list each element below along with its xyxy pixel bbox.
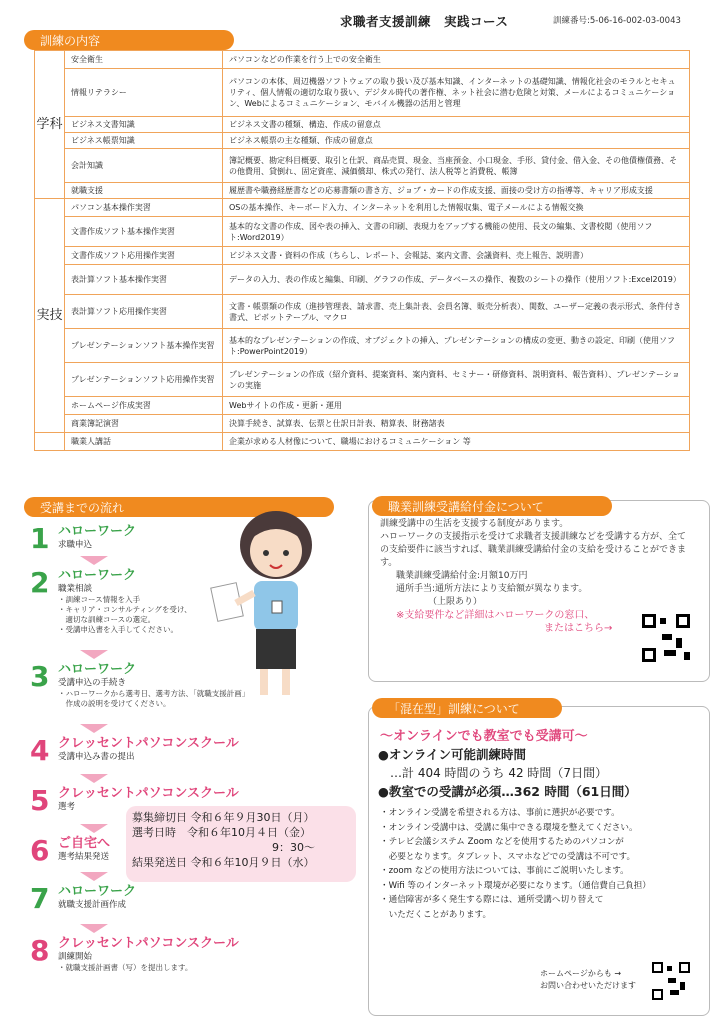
subject-desc: ビジネス文書・資料の作成（ちらし、レポート、会報誌、案内文書、会議資料、売上報告、説明書） [223, 247, 690, 265]
subject-desc: 簿記概要、勘定科目概要、取引と仕訳、商品売買、現金、当座預金、小口現金、手形、貸付金、借入金、その他債権債務、その他費用、貸倒れ、固定資産、減価償却、株式の発行、法人税等と消費税、帳簿 [223, 149, 690, 183]
step-subtitle: 訓練開始 [58, 952, 93, 962]
section-label: 訓練の内容 [40, 33, 101, 48]
step-note: ・キャリア・コンサルティングを受け、 [58, 605, 192, 614]
step-note: ・ハローワークから選考日、選考方法、「就職支援計画」 [58, 689, 250, 698]
kyufu-p4: 通所手当:通所方法により支給額が異なります。 [396, 584, 588, 594]
kyufu-p5: （上限あり） [428, 597, 483, 607]
step-title: クレッセントパソコンスクール [58, 736, 239, 751]
konzai-headline: ～オンラインでも教室でも受講可～ [380, 729, 588, 744]
table-row [35, 415, 690, 433]
subject-name: プレゼンテーションソフト基本操作実習 [65, 329, 223, 363]
table-row [35, 117, 690, 133]
konzai-bullet: ・zoom などの使用方法については、事前にご説明いたします。 [380, 866, 629, 876]
subject-desc: ビジネス帳票の主な種類、作成の留意点 [223, 133, 690, 149]
table-row [35, 295, 690, 329]
konzai-bullet: 必要となります。タブレット、スマホなどでの受講は不可です。 [380, 851, 636, 862]
step-number: 7 [30, 882, 50, 915]
section-header-konzai [372, 698, 562, 718]
subject-name: プレゼンテーションソフト応用操作実習 [65, 363, 223, 397]
table-row [35, 51, 690, 69]
subject-desc: OSの基本操作、キーボード入力、インターネットを利用した情報収集、電子メールによる情報交換 [223, 199, 690, 217]
schedule-selection: 選考日時 令和６年10月４日（金） [132, 826, 311, 839]
step-number: 6 [30, 834, 50, 867]
step-number: 3 [30, 660, 50, 693]
subject-desc: 決算手続き、試算表、伝票と仕訳日計表、精算表、財務諸表 [223, 415, 690, 433]
subject-name: 文書作成ソフト基本操作実習 [65, 217, 223, 247]
step-number: 2 [30, 566, 50, 599]
subject-name: 会計知識 [65, 149, 223, 183]
flow-arrow [80, 556, 108, 565]
step-title: ハローワーク [58, 884, 137, 899]
step-number: 8 [30, 934, 50, 967]
page-title: 求職者支援訓練 実践コース [340, 14, 509, 29]
subject-desc: 企業が求める人材像について、職場におけるコミュニケーション 等 [223, 433, 690, 451]
subject-name: 職業人講話 [65, 433, 223, 451]
step-subtitle: 受講申込み書の提出 [58, 752, 135, 762]
konzai-bullet: ・オンライン受講中は、受講に集中できる環境を整えてください。 [380, 822, 638, 833]
table-row [35, 265, 690, 295]
subject-name: 安全衛生 [65, 51, 223, 69]
flow-arrow [80, 872, 108, 881]
subject-desc: パソコンなどの作業を行う上での安全衛生 [223, 51, 690, 69]
table-row [35, 363, 690, 397]
subject-name: 商業簿記演習 [65, 415, 223, 433]
kyufu-p1: 訓練受講中の生活を支援する制度があります。 [380, 519, 569, 529]
step-title: クレッセントパソコンスクール [58, 786, 239, 801]
kyufu-p2: ハローワークの支援指示を受けて求職者支援訓練などを受講する方が、全ての支給要件に該当すれば、職業訓練受講給付金の支給を受けることができます。 [380, 532, 687, 568]
step-note: 作成の説明を受けてください。 [58, 699, 171, 708]
subject-desc: ビジネス文書の種類、構造、作成の留意点 [223, 117, 690, 133]
konzai-bullet: ・オンライン受講を希望される方は、事前に選択が必要です。 [380, 808, 620, 818]
step-title: ハローワーク [58, 662, 137, 677]
konzai-online-hours: …計 404 時間のうち 42 時間（7日間） [390, 766, 608, 780]
step-note: 適切な訓練コースの選定。 [58, 615, 156, 624]
flow-step [30, 884, 136, 914]
step-subtitle: 求職申込 [58, 540, 93, 550]
subject-name: 文書作成ソフト応用操作実習 [65, 247, 223, 265]
table-row [35, 69, 690, 117]
table-row [35, 149, 690, 183]
subject-name: ビジネス帳票知識 [65, 133, 223, 149]
step-number: 5 [30, 784, 50, 817]
section-label: 「混在型」訓練について [388, 701, 520, 716]
konzai-classroom: ●教室での受講が必須…362 時間（61日間） [378, 784, 637, 799]
step-title: ご自宅へ [58, 836, 111, 851]
kyufu-p3: 職業訓練受講給付金:月額10万円 [396, 571, 528, 581]
konzai-bullet: ・通信障害が多く発生する際には、通所受講へ切り替えて [380, 895, 604, 905]
konzai-bullet: いただくことがあります。 [380, 909, 492, 920]
step-title: ハローワーク [58, 568, 137, 583]
group-label: 実技 [35, 199, 65, 433]
schedule-deadline: 募集締切日 令和６年９月30日（月） [132, 811, 315, 824]
step-number: 4 [30, 734, 50, 767]
subject-desc: 基本的な文書の作成、図や表の挿入、文書の印刷、表現力をアップする機能の使用、長文の編集、文書校閲（使用ソフト:Word2019） [223, 217, 690, 247]
subject-name: ビジネス文書知識 [65, 117, 223, 133]
subject-desc: Webサイトの作成・更新・運用 [223, 397, 690, 415]
table-row [35, 217, 690, 247]
step-note: ・受講申込書を入手してください。 [58, 625, 178, 634]
homepage-note [540, 968, 636, 992]
step-subtitle: 就職支援計画作成 [58, 900, 127, 910]
subject-name: 表計算ソフト基本操作実習 [65, 265, 223, 295]
course-code: 訓練番号:5-06-16-002-03-0043 [553, 16, 681, 26]
section-label: 受講までの流れ [40, 500, 125, 515]
konzai-online: ●オンライン可能訓練時間 [378, 747, 527, 762]
step-subtitle: 選考 [58, 802, 76, 812]
step-note: ・就職支援計画書（写）を提出します。 [58, 963, 193, 972]
step-title: ハローワーク [58, 524, 137, 539]
section-label: 職業訓練受講給付金について [388, 499, 544, 514]
table-row [35, 433, 690, 451]
subject-desc: データの入力、表の作成と編集、印刷、グラフの作成、データベースの操作、複数のシートの操作（使用ソフト:Excel2019） [223, 265, 690, 295]
homepage-note-1: ホームページからも → [540, 969, 622, 978]
table-row [35, 247, 690, 265]
schedule-box [126, 806, 356, 882]
step-note: ・訓練コース情報を入手 [58, 595, 141, 604]
schedule-time: 9：30～ [272, 841, 315, 854]
flow-arrow [80, 650, 108, 659]
konzai-bullet: ・テレビ会議システム Zoom などを使用するためのパソコンが [380, 837, 624, 847]
section-header-kyufu [372, 496, 612, 516]
table-row [35, 199, 690, 217]
table-row [35, 329, 690, 363]
flow-step [30, 568, 192, 635]
subject-name: パソコン基本操作実習 [65, 199, 223, 217]
kyufu-p7[interactable]: またはこちら→ [544, 623, 613, 634]
step-number: 1 [30, 522, 50, 555]
table-row [35, 183, 690, 199]
subject-desc: プレゼンテーションの作成（紹介資料、提案資料、案内資料、セミナー・研修資料、説明資料、報告資料）、プレゼンテーションの実施 [223, 363, 690, 397]
step-subtitle: 受講申込の手続き [58, 678, 127, 688]
subject-name: 表計算ソフト応用操作実習 [65, 295, 223, 329]
subject-name: 情報リテラシー [65, 69, 223, 117]
subject-desc: 文書・帳票類の作成（進捗管理表、請求書、売上集計表、会員名簿、販売分析表）、関数、ユーザー定義の表示形式、条件付き書式、ピボットテーブル、マクロ [223, 295, 690, 329]
subject-name: 就職支援 [65, 183, 223, 199]
section-header-content [24, 30, 234, 50]
qr-code-kyufu[interactable] [640, 612, 692, 664]
table-row [35, 133, 690, 149]
group-label: 学科 [35, 51, 65, 199]
flow-step [30, 936, 239, 973]
curriculum-table [34, 50, 690, 451]
subject-desc: 基本的なプレゼンテーションの作成、オブジェクトの挿入、プレゼンテーションの構成の変更、動きの設定、印刷（使用ソフト:PowerPoint2019） [223, 329, 690, 363]
step-title: クレッセントパソコンスクール [58, 936, 239, 951]
subject-desc: 履歴書や職務経歴書などの応募書類の書き方、ジョブ・カードの作成支援、面接の受け方の指導等、キャリア形成支援 [223, 183, 690, 199]
subject-name: ホームページ作成実習 [65, 397, 223, 415]
schedule-result: 結果発送日 令和６年10月９日（水） [132, 856, 315, 869]
homepage-note-2: お問い合わせいただけます [540, 981, 636, 990]
konzai-bullet: ・Wifi 等のインターネット環境が必要になります。（通信費自己負担） [380, 880, 651, 891]
kyufu-p6: ※支給要件など詳細はハローワークの窓口、 [396, 610, 595, 621]
flow-arrow [80, 774, 108, 783]
table-row [35, 397, 690, 415]
illustration-girl [206, 505, 336, 705]
flow-arrow [80, 724, 108, 733]
flow-arrow [80, 924, 108, 933]
flow-step [30, 524, 136, 554]
subject-desc: パソコンの本体、周辺機器ソフトウェアの取り扱い及び基本知識、インターネットの基礎知識、情報化社会のモラルとセキュリティ、個人情報の適切な取り扱い、デジタル時代の著作権、ネット社会に潜む危険と対策、メールによるコミュニケーション、Webによるコミュニケーション、モバイル機器の活用と管理 [223, 69, 690, 117]
flow-arrow [80, 824, 108, 833]
flow-step [30, 836, 110, 866]
step-subtitle: 職業相談 [58, 584, 93, 594]
konzai-text [372, 728, 706, 922]
step-subtitle: 選考結果発送 [58, 852, 110, 862]
flow-step [30, 736, 239, 766]
qr-code-homepage[interactable] [650, 960, 692, 1002]
group-blank [35, 433, 65, 451]
